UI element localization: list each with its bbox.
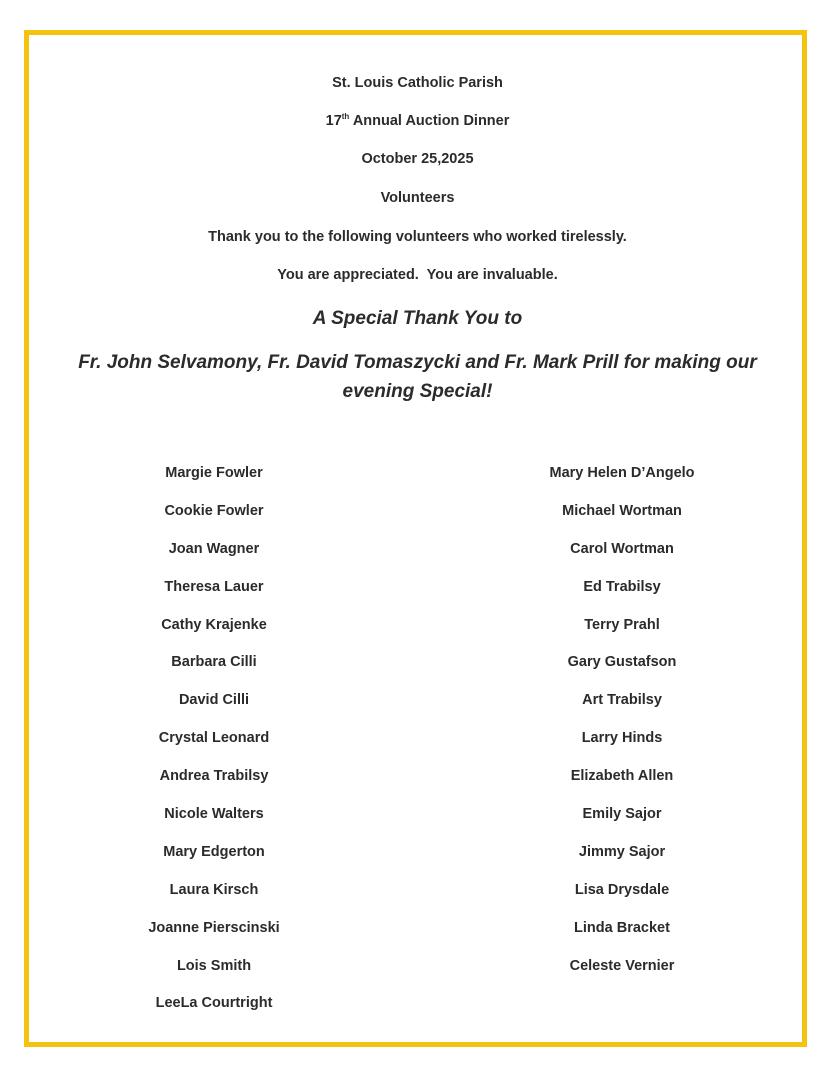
volunteer-name: Nicole Walters xyxy=(164,806,264,823)
volunteer-name: Cookie Fowler xyxy=(164,502,264,519)
event-ordinal-suffix: th xyxy=(341,112,350,122)
volunteer-name: Ed Trabilsy xyxy=(583,578,661,595)
volunteer-name: Emily Sajor xyxy=(582,806,662,823)
volunteer-name: Joanne Pierscinski xyxy=(148,919,280,936)
volunteer-list-left xyxy=(104,462,324,1030)
volunteer-name: Theresa Lauer xyxy=(164,578,264,595)
event-ordinal: 17 xyxy=(325,113,342,129)
volunteer-name: Crystal Leonard xyxy=(158,730,270,747)
volunteer-name: Celeste Vernier xyxy=(569,957,675,974)
volunteer-name: Linda Bracket xyxy=(574,919,670,936)
volunteer-name: Elizabeth Allen xyxy=(570,768,674,785)
parish-name: St. Louis Catholic Parish xyxy=(332,75,503,91)
volunteer-name: Gary Gustafson xyxy=(567,654,677,671)
volunteer-name: Art Trabilsy xyxy=(582,692,662,709)
volunteer-name: Margie Fowler xyxy=(165,465,263,481)
event-name: Annual Auction Dinner xyxy=(352,113,510,129)
volunteer-name: Jimmy Sajor xyxy=(578,843,666,860)
thanks-line: Thank you to the following volunteers who worked tirelessly. xyxy=(208,229,627,245)
volunteer-name: LeeLa Courtright xyxy=(155,995,273,1012)
volunteer-name: Cathy Krajenke xyxy=(161,616,267,633)
volunteer-name: Mary Edgerton xyxy=(163,843,265,860)
volunteer-name: Laura Kirsch xyxy=(169,881,259,898)
appreciation-line: You are appreciated. You are invaluable. xyxy=(277,267,558,283)
volunteer-name: Michael Wortman xyxy=(562,502,682,519)
event-title xyxy=(0,113,835,129)
volunteer-name: Mary Helen D’Angelo xyxy=(549,465,695,481)
volunteer-name: Terry Prahl xyxy=(584,616,660,633)
section-heading: Volunteers xyxy=(380,190,455,206)
special-thanks-body: Fr. John Selvamony, Fr. David Tomaszycki and Fr. Mark Prill for making our evening Special! xyxy=(78,352,757,402)
event-date: October 25,2025 xyxy=(361,151,474,167)
volunteer-name: Joan Wagner xyxy=(168,540,260,557)
volunteer-name: Carol Wortman xyxy=(570,540,674,557)
volunteer-name: Lois Smith xyxy=(176,957,252,974)
volunteer-list-right xyxy=(512,462,732,992)
volunteer-name: Larry Hinds xyxy=(581,730,663,747)
volunteer-name: David Cilli xyxy=(178,692,250,709)
special-thanks-title: A Special Thank You to xyxy=(312,308,523,329)
volunteer-name: Barbara Cilli xyxy=(171,654,257,671)
volunteer-name: Lisa Drysdale xyxy=(574,881,670,898)
volunteer-name: Andrea Trabilsy xyxy=(159,768,269,785)
